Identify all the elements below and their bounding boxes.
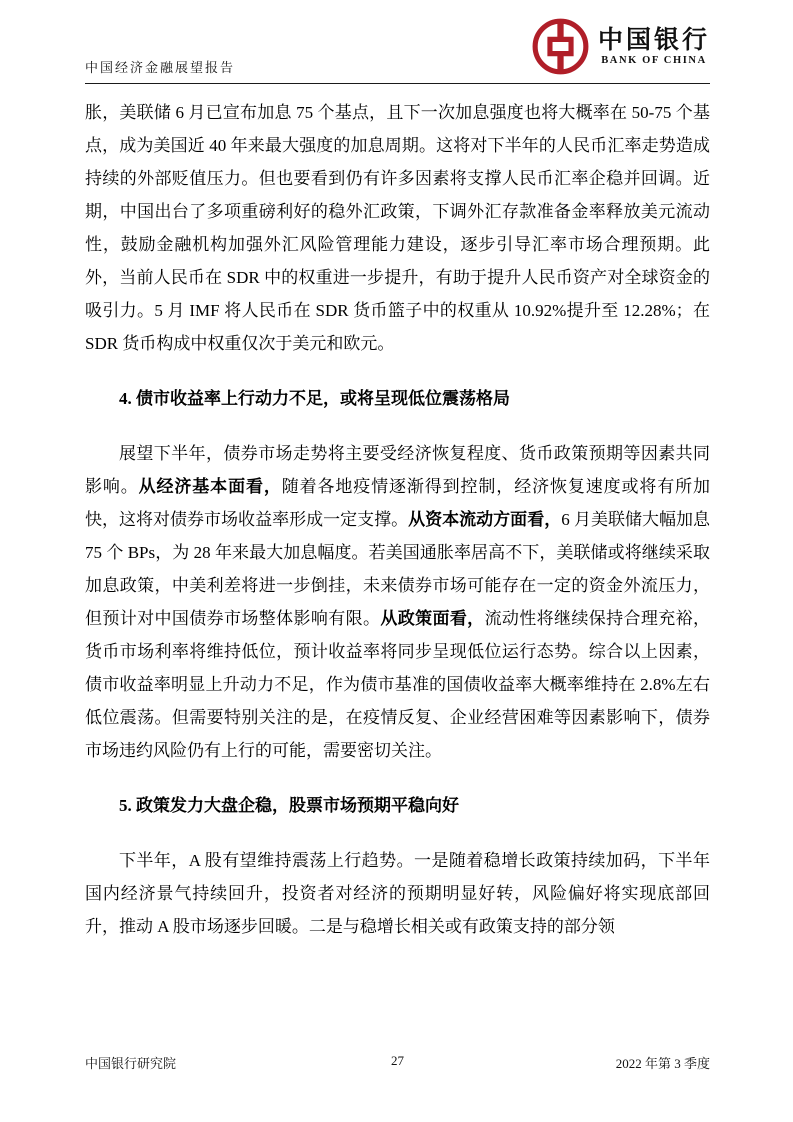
paragraph-rmb-exchange-rate: 胀，美联储 6 月已宣布加息 75 个基点，且下一次加息强度也将大概率在 50-75 个基点，成为美国近 40 年来最大强度的加息周期。这将对下半年的人民币汇率走势造成持续的外部贬值压力。但也要看到仍有许多因素将支撑人民币汇率企稳并回调。近期，中国出台了多项重磅利好的稳外汇政策，下调外汇存款准备金率释放美元流动性，鼓励金融机构加强外汇风险管理能力建设，逐步引导汇率市场合理预期。此外，当前人民币在 SDR 中的权重进一步提升，有助于提升人民币资产对全球资金的吸引力。5 月 IMF 将人民币在 SDR 货币篮子中的权重从 10.92%提升至 12.28%；在 SDR 货币构成中权重仅次于美元和欧元。 [85, 103, 710, 353]
text-segment-bold: 从政策面看， [380, 609, 485, 628]
document-body [85, 84, 710, 943]
page-header [85, 0, 710, 84]
bank-of-china-logo [532, 18, 710, 81]
bank-name-chinese: 中国银行 [597, 26, 710, 54]
bank-name-english: BANK OF CHINA [601, 55, 707, 67]
footer-institution: 中国银行研究院 [85, 1056, 177, 1071]
section-heading-5: 5. 政策发力大盘企稳，股票市场预期平稳向好 [119, 796, 459, 815]
report-title: 中国经济金融展望报告 [85, 60, 236, 75]
text-segment: 流动性将继续保持合理充裕，货币市场利率将维持低位，预计收益率将同步呈现低位运行态势。综合以上因素，债市收益率明显上升动力不足，作为债市基准的国债收益率大概率维持在 2.8%左右低位震荡。但需要特别关注的是，在疫情反复、企业经营困难等因素影响下，债券市场违约风险仍有上行的可能，需要密切关注。 [85, 609, 711, 760]
paragraph-bond-market [85, 437, 710, 767]
page-number: 27 [391, 1053, 404, 1068]
text-segment-bold: 从资本流动方面看， [408, 510, 562, 529]
page-footer [85, 1053, 710, 1072]
text-segment-bold: 从经济基本面看， [138, 477, 282, 496]
text-segment: 6 月美联储大幅加息 75 个 BPs，为 28 年来最大加息幅度。若美国通胀率居高不下，美联储或将继续采取加息政策，中美利差将进一步倒挂，未来债券市场可能存在一定的资金外流压力，但预计对中国债券市场整体影响有限。 [85, 510, 711, 628]
section-heading-4: 4. 债市收益率上行动力不足，或将呈现低位震荡格局 [119, 389, 510, 408]
paragraph-stock-market: 下半年，A 股有望维持震荡上行趋势。一是随着稳增长政策持续加码，下半年国内经济景气持续回升，投资者对经济的预期明显好转，风险偏好将实现底部回升，推动 A 股市场逐步回暖。二是与稳增长相关或有政策支持的部分领 [85, 851, 710, 936]
bank-of-china-emblem-icon [532, 18, 589, 75]
text-segment: 展望下半年，债券市场走势将主要受经济恢复程度、货币政策预期等因素共同影响。 [85, 444, 710, 496]
bank-of-china-wordmark [598, 27, 710, 67]
text-segment: 随着各地疫情逐渐得到控制，经济恢复速度或将有所加快，这将对债券市场收益率形成一定支撑。 [85, 477, 711, 529]
footer-issue: 2022 年第 3 季度 [615, 1056, 710, 1071]
